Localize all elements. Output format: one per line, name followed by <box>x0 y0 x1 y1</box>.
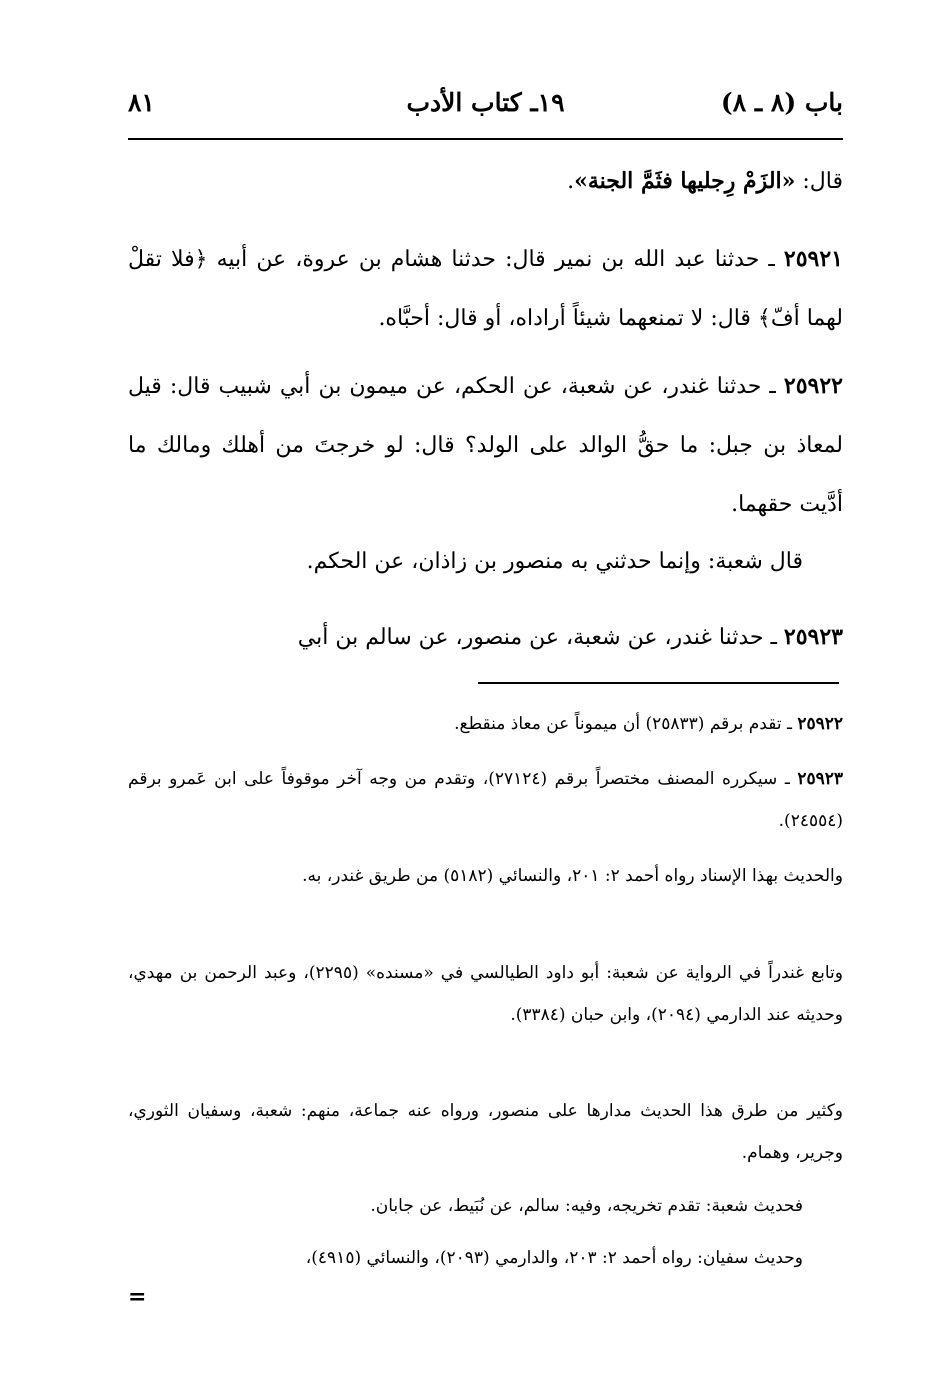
footnote-number: ٢٥٩٢٢ <box>797 714 843 734</box>
footnote-shuba-hadith: فحديث شعبة: تقدم تخريجه، وفيه: سالم، عن نُبَيط، عن جابان. <box>370 1196 803 1216</box>
footnote-separator <box>478 682 839 684</box>
continuation-mark: = <box>128 1284 147 1310</box>
hadith-25921 <box>128 230 843 348</box>
footnote-sufyan-hadith: وحديث سفيان: رواه أحمد ٢: ٢٠٣، والدارمي (٢٠٩٣)، والنسائي (٤٩١٥)، <box>305 1248 803 1268</box>
quoted-text: «الزَمْ رِجليها فثَمَّ الجنة» <box>574 168 796 194</box>
footnote-25923 <box>128 758 843 842</box>
shuba-note: قال شعبة: وإنما حدثني به منصور بن زاذان، عن الحكم. <box>306 549 803 574</box>
footnote-ahmad-nasai: والحديث بهذا الإسناد رواه أحمد ٢: ٢٠١، والنسائي (٥١٨٢) من طريق غندر، به. <box>302 866 843 886</box>
page-number: ٨١ <box>128 88 155 117</box>
hadith-number: ٢٥٩٢٣ <box>783 624 843 650</box>
hadith-text: ـ حدثنا عبد الله بن نمير قال: حدثنا هشام بن عروة، عن أبيه ﴿فلا تقلْ لهما أفّ﴾ قال: لا تمنعهما شيئاً أراداه، أو قال: أحبَّاه. <box>128 247 843 331</box>
footnote-text: ـ تقدم برقم (٢٥٨٣٣) أن ميموناً عن معاذ منقطع. <box>454 714 798 734</box>
hadith-25923 <box>128 608 843 667</box>
hadith-25922 <box>128 357 843 534</box>
quote-suffix: . <box>567 169 575 194</box>
hadith-number: ٢٥٩٢١ <box>783 246 843 272</box>
quote-prefix: قال: <box>795 169 843 194</box>
footnote-text: ـ سيكرره المصنف مختصراً برقم (٢٧١٢٤)، وتقدم من وجه آخر موقوفاً على ابن عَمرو برقم (٢٤٥٥٤). <box>128 769 843 831</box>
book-title: ١٩ـ كتاب الأدب <box>406 88 565 117</box>
quote-paragraph <box>128 152 843 211</box>
footnote-turuq: وكثير من طرق هذا الحديث مدارها على منصور، ورواه عنه جماعة، منهم: شعبة، وسفيان الثوري، وجرير، وهمام. <box>128 1101 843 1163</box>
hadith-text: ـ حدثنا غندر، عن شعبة، عن الحكم، عن ميمون بن أبي شبيب قال: قيل لمعاذ بن جبل: ما حقُّ الوالد على الولد؟ قال: لو خرجتَ من أهلك ومالك ما أدَّيت حقهما. <box>128 374 843 517</box>
hadith-number: ٢٥٩٢٢ <box>783 373 843 399</box>
header-rule <box>128 138 843 140</box>
chapter-heading: باب (٨ ـ ٨) <box>720 88 843 117</box>
hadith-text: ـ حدثنا غندر، عن شعبة، عن منصور، عن سالم بن أبي <box>297 625 784 650</box>
footnote-25922 <box>128 703 843 745</box>
footnote-number: ٢٥٩٢٣ <box>797 769 843 789</box>
footnote-mutabaat: وتابع غندراً في الرواية عن شعبة: أبو داود الطيالسي في «مسنده» (٢٢٩٥)، وعبد الرحمن بن مهدي، وحديثه عند الدارمي (٢٠٩٤)، وابن حبان (٣٣٨٤). <box>128 963 843 1025</box>
page-header <box>128 88 843 128</box>
